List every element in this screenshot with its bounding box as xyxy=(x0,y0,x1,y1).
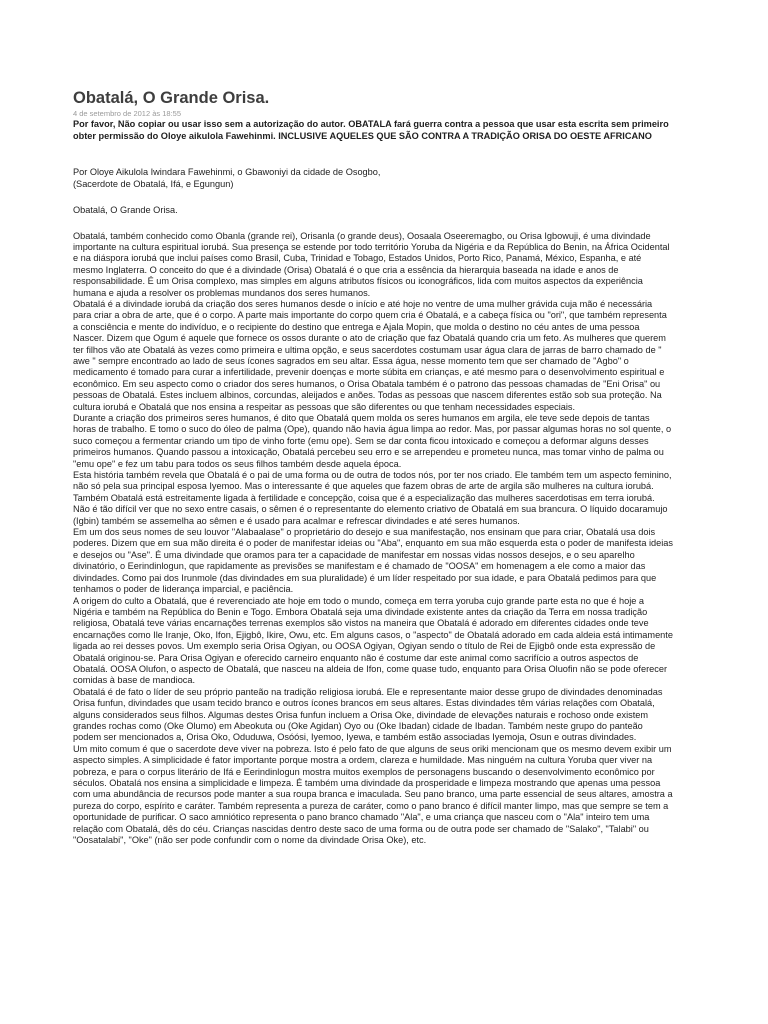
author-title-line: (Sacerdote de Obatalá, Ifá, e Egungun) xyxy=(73,178,234,189)
copyright-notice: Por favor, Não copiar ou usar isso sem a autorização do autor. OBATALA fará guerra contra a pessoa que usar esta escrita sem primeiro obter permissão do Oloye aikulola Fawehinmi. INCLUSIVE AQUELES QUE SÃO CONTRA A TRADIÇÃO ORISA DO OESTE AFRICANO xyxy=(73,119,669,141)
article-body xyxy=(73,231,673,847)
article xyxy=(73,88,673,846)
paragraph: Esta história também revela que Obatalá é o pai de uma forma ou de outra de todos nós, por ter nos criado. Ele também tem um aspecto feminino, não só pela sua principal esposa Iyemoo. Mas o interessante é que aqueles que fazem obras de arte de argila são mulheres na cultura iorubá. Também Obatalá está estreitamente ligada à fertilidade e concepção, coisa que é a especialização das mulheres sacerdotisas em terra iorubá. Não é tão difícil ver que no sexo entre casais, o sêmen é o representante do elemento criativo de Obatalá em sua brancura. O líquido docaramujo (Igbin) também se assemelha ao sêmen e é usado para acalmar e refrescar divindades e até seres humanos. xyxy=(73,470,672,526)
paragraph: Obatalá é a divindade iorubá da criação dos seres humanos desde o início e até hoje no ventre de uma mulher grávida cuja mão é necessária para criar a obra de arte, que é o corpo. A parte mais importante do corpo quem cria é Obatalá, e a cabeça física ou "ori", que também representa a consciência e mente do indivíduo, e o recipiente do destino que entrega e Ajala Mopin, que molda o destino no céu antes de uma pessoa Nascer. Dizem que Ogum é aquele que fornece os ossos durante o ato de criação que faz Obatalá quando cria um feto. As mulheres que querem ter filhos vão ate Obatalá às vezes como primeira e ultima opção, e seus sacerdotes costumam usar água clara de jarras de barro chamado de " awe " sempre encontrado ao lado de seus ícones sagrados em seu altar. Essa água, nesse momento tem que ser chamado de "Agbo" o medicamento é tomado para curar a infertilidade, prevenir doenças e morte súbita em crianças, e até mesmo para o desenvolvimento espiritual e econômico. Em seu aspecto como o criador dos seres humanos, o Orisa Obatala também é o patrono das pessoas chamadas de "Eni Orisa" ou pessoas de Obatalá. Estes incluem albinos, corcundas, aleijados e anões. Todas as pessoas que nascem diferentes estão sob sua proteção. Na cultura iorubá e Obatalá que nos ensina a respeitar as pessoas que são diferentes ou que tenham necessidades especiais. xyxy=(73,298,667,412)
author-line: Por Oloye Aikulola Iwindara Fawehinmi, o Gbawoniyi da cidade de Osogbo, xyxy=(73,167,381,177)
paragraph: Durante a criação dos primeiros seres humanos, é dito que Obatalá quem molda os seres humanos em argila, ele teve sede depois de tantas horas de trabalho. E tomo o suco do óleo de palma (Ope), quando não havia água limpa ao redor. Mas, por passar algumas horas no sol quente, o suco começou a fermentar criando um tipo de vinho forte (emu ope). Sem se dar conta ficou intoxicado e começou a deformar alguns desses primeiros humanos. Quando passou a intoxicação, Obatalá percebeu seu erro e se arrependeu e prometeu nunca, mas tomar vinho de palma ou "emu ope" e fez um tabu para todos os seus filhos também desde aquela época. xyxy=(73,413,672,469)
paragraph: Um mito comum é que o sacerdote deve viver na pobreza. Isto é pelo fato de que alguns de seus oriki mencionam que os mesmo devem exibir um aspecto simples. A simplicidade é fator importante porque mostra a ordem, clareza e humildade. Mas ninguém na cultura Yoruba quer viver na pobreza, e para o corpus literário de Ifá e Eerindinlogun mostra muitos exemplos de personagens buscando o desenvolvimento econômico por séculos. Obatalá nos ensina a simplicidade e limpeza. É também uma divindade da prosperidade e limpeza mostrando que apenas uma pessoa com uma abundância de recursos pode manter a sua roupa branca e imaculada. Seu pano branco, uma parte essencial de seus altares, amostra a pureza do corpo, espírito e caráter. Também representa a pureza de caráter, como o pano branco é difícil manter limpo, mas que sempre se tem a oportunidade de purificar. O saco amniótico representa o pano branco chamado "Ala", e uma criança que nasceu com o "Ala" inteiro tem uma relação com Obatalá, dês do céu. Crianças nascidas dentro deste saco de uma forma ou de outra pode ser chamado de "Salako", "Talabi" ou "Oosatalabi", "Oke" (não ser pode confundir com o nome da divindade Orisa Oke), etc. xyxy=(73,743,673,846)
paragraph: A origem do culto a Obatalá, que é reverenciado ate hoje em todo o mundo, começa em terra yoruba cujo grande parte esta no que é hoje a Nigéria e também na República do Benin e Togo. Embora Obatalá seja uma divindade existente antes da criação da Terra em nossa tradição religiosa, Obatalá teve várias encarnações terrenas exemplos são vistos na maneira que Obatalá é adorado em diferentes cidades onde teve encarnações como Ile Iranje, Oko, Ifon, Ejigbô, Ikire, Owu, etc. Em alguns casos, o "aspecto" de Obatalá adorado em cada aldeia está intimamente ligada ao rei desses povos. Um exemplo seria Orisa Ogiyan, ou OOSA Ogiyan, Ogiyan sendo o título de Rei de Ejigbô onde esta expressão de Obatalá originou-se. Para Orisa Ogiyan e oferecido carneiro enquanto não é costume dar este animal como sacrifício a outros aspectos de Obatalá. OOSA Olufon, o aspecto de Obatalá, que nasceu na aldeia de Ifon, come quase tudo, enquanto para Orisa Oluofin não se pode oferecer comidas à base de mandioca. xyxy=(73,595,673,686)
article-subtitle: Obatalá, O Grande Orisa. xyxy=(73,205,178,215)
article-title: Obatalá, O Grande Orisa. xyxy=(73,89,270,107)
paragraph: Obatalá, também conhecido como Obanla (grande rei), Orisanla (o grande deus), Oosaala Oseeremagbo, ou Orisa Igbowuji, é uma divindade importante na cultura espiritual iorubá. Sua presença se estende por todo território Yoruba da Nigéria e da República do Benin, na África Ocidental e na diáspora iorubá que inclui países como Brasil, Cuba, Trinidad e Tobago, Estados Unidos, Porto Rico, Panamá, México, Espanha, e até mesmo Inglaterra. O conceito do que é a divindade (Orisa) Obatalá é o que cria a essência da hierarquia baseada na idade e anos de responsabilidade. É um Orisa complexo, mas simples em alguns atributos físicos ou iconográficos, lida com muitos aspectos da experiência humana e ajuda a resolver os problemas mundanos dos seres humanos. xyxy=(73,230,670,298)
post-date: 4 de setembro de 2012 às 18:55 xyxy=(73,109,181,118)
paragraph: Em um dos seus nomes de seu louvor "Alabaalase" o proprietário do desejo e sua manifestação, nos ensinam que para criar, Obatalá usa dois poderes. Dizem que em sua mão direita é o poder de manifestar ideias ou "Aba", enquanto em sua mão esquerda esta o poder de manifesta ideias e desejos ou "Ase". É uma divindade que oramos para ter a capacidade de manifestar em nossas vidas nossos desejos, e o seu aparelho divinatório, o Eerindinlogun, que rapidamente as previsões se manifestam e é chamado de "OOSA" em homenagem a ele como a maior das divindades. Como pai dos Irunmole (das divindades em sua pluralidade) é um líder respeitado por sua idade, e para Obatalá pedimos para que tenhamos o poder de liderança imparcial, e paciência. xyxy=(73,527,673,595)
author-byline xyxy=(73,167,673,190)
paragraph: Obatalá é de fato o líder de seu próprio panteão na tradição religiosa iorubá. Ele e representante maior desse grupo de divindades denominadas Orisa funfun, divindades que usam tecido branco e outros ícones brancos em seus altares. Estas divindades têm várias relações com Obatalá, alguns considerados seus filhos. Algumas destes Orisa funfun incluem a Orisa Oke, divindade de elevações naturais e rochoso onde existem grandes rochas como (Oke Olumo) em Abeokuta ou (Oke Agidan) Oyo ou (Oke Ibadan) cidade de Ibadan. Também neste grupo do panteão podem ser mencionados a, Orisa Oko, Oduduwa, Osóósi, Iyemoo, Iyewa, e também estão associadas Iyemoja, Osun e outras divindades. xyxy=(73,686,663,743)
